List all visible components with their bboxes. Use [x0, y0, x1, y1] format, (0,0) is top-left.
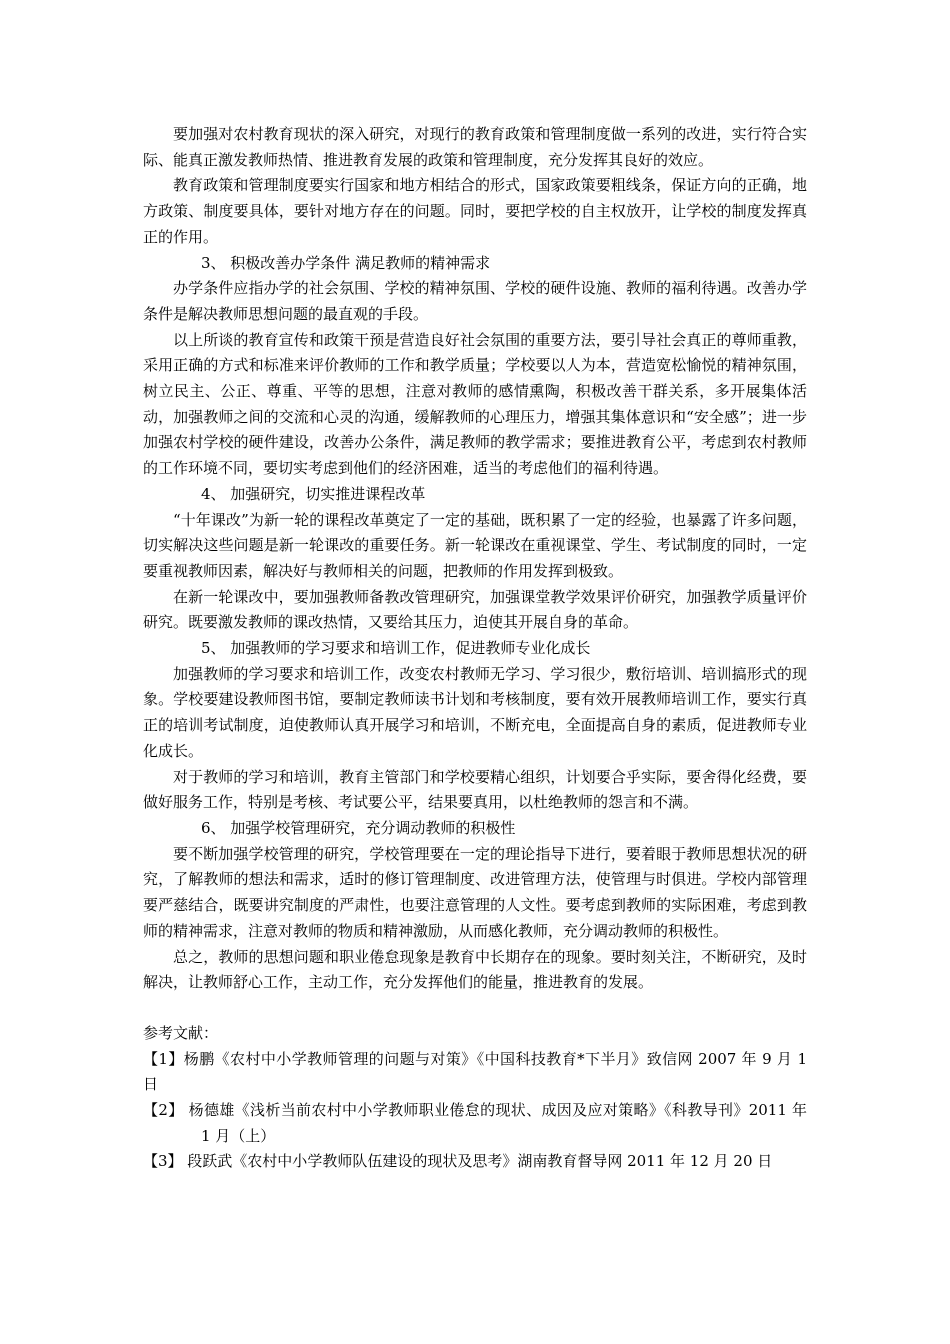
- spacer: [143, 996, 807, 1021]
- paragraph: 加强教师的学习要求和培训工作，改变农村教师无学习、学习很少，敷衍培训、培训搞形式的现象。学校要建设教师图书馆，要制定教师读书计划和考核制度，要有效开展教师培训工作，要实行真正的培训考试制度，迫使教师认真开展学习和培训，不断充电，全面提高自身的素质，促进教师专业化成长。: [143, 664, 807, 760]
- paragraph: 要不断加强学校管理的研究，学校管理要在一定的理论指导下进行，要着眼于教师思想状况的研究，了解教师的想法和需求，适时的修订管理制度、改进管理方法，使管理与时俱进。学校内部管理要严慈结合，既要讲究制度的严肃性，也要注意管理的人文性。要考虑到教师的实际困难，考虑到教师的精神需求，注意对教师的物质和精神激励，从而感化教师，充分调动教师的积极性。: [143, 844, 807, 940]
- reference-item: 【3】 段跃武《农村中小学教师队伍建设的现状及思考》湖南教育督导网 2011 年 12 月 20 日: [143, 1152, 773, 1171]
- paragraph: 对于教师的学习和培训，教育主管部门和学校要精心组织，计划要合乎实际，要舍得化经费，要做好服务工作，特别是考核、考试要公平，结果要真用，以杜绝教师的怨言和不满。: [143, 767, 807, 812]
- section-heading: 5、 加强教师的学习要求和培训工作，促进教师专业化成长: [201, 639, 591, 658]
- paragraph: 总之，教师的思想问题和职业倦怠现象是教育中长期存在的现象。要时刻关注，不断研究，及时解决，让教师舒心工作，主动工作，充分发挥他们的能量，推进教育的发展。: [143, 947, 807, 992]
- section-heading: 4、 加强研究，切实推进课程改革: [201, 484, 426, 503]
- paragraph: 办学条件应指办学的社会氛围、学校的精神氛围、学校的硬件设施、教师的福利待遇。改善办学条件是解决教师思想问题的最直观的手段。: [143, 279, 807, 323]
- paragraph: “十年课改”为新一轮的课程改革奠定了一定的基础，既积累了一定的经验，也暴露了许多问题，切实解决这些问题是新一轮课改的重要任务。新一轮课改在重视课堂、学生、考试制度的同时，一定要重视教师因素，解决好与教师相关的问题，把教师的作用发挥到极致。: [143, 510, 807, 580]
- section-heading: 6、 加强学校管理研究，充分调动教师的积极性: [201, 818, 516, 837]
- paragraph: 要加强对农村教育现状的深入研究，对现行的教育政策和管理制度做一系列的改进，实行符合实际、能真正激发教师热情、推进教育发展的政策和管理制度，充分发挥其良好的效应。: [143, 125, 807, 169]
- section-heading: 3、 积极改善办学条件 满足教师的精神需求: [201, 253, 491, 272]
- reference-item: 【2】 杨德雄《浅析当前农村中小学教师职业倦怠的现状、成因及应对策略》《科教导刊》2011 年 1 月（上）: [143, 1101, 807, 1145]
- reference-item: 【1】杨鹏《农村中小学教师管理的问题与对策》《中国科技教育*下半月》致信网 2007 年 9 月 1 日: [143, 1049, 807, 1094]
- document-body: [143, 122, 807, 1175]
- paragraph: 在新一轮课改中，要加强教师备教改管理研究，加强课堂教学效果评价研究，加强教学质量评价研究。既要激发教师的课改热情，又要给其压力，迫使其开展自身的革命。: [143, 587, 807, 632]
- references-heading: 参考文献：: [143, 1023, 219, 1042]
- paragraph: 以上所谈的教育宣传和政策干预是营造良好社会氛围的重要方法，要引导社会真正的尊师重教，采用正确的方式和标准来评价教师的工作和教学质量；学校要以人为本，营造宽松愉悦的精神氛围，树立民主、公正、尊重、平等的思想，注意对教师的感情熏陶，积极改善干群关系，多开展集体活动，加强教师之间的交流和心灵的沟通，缓解教师的心理压力，增强其集体意识和“安全感”；进一步加强农村学校的硬件建设，改善办公条件，满足教师的教学需求；要推进教育公平，考虑到农村教师的工作环境不同，要切实考虑到他们的经济困难，适当的考虑他们的福利待遇。: [143, 330, 807, 478]
- paragraph: 教育政策和管理制度要实行国家和地方相结合的形式，国家政策要粗线条，保证方向的正确，地方政策、制度要具体，要针对地方存在的问题。同时，要把学校的自主权放开，让学校的制度发挥真正的作用。: [143, 176, 807, 246]
